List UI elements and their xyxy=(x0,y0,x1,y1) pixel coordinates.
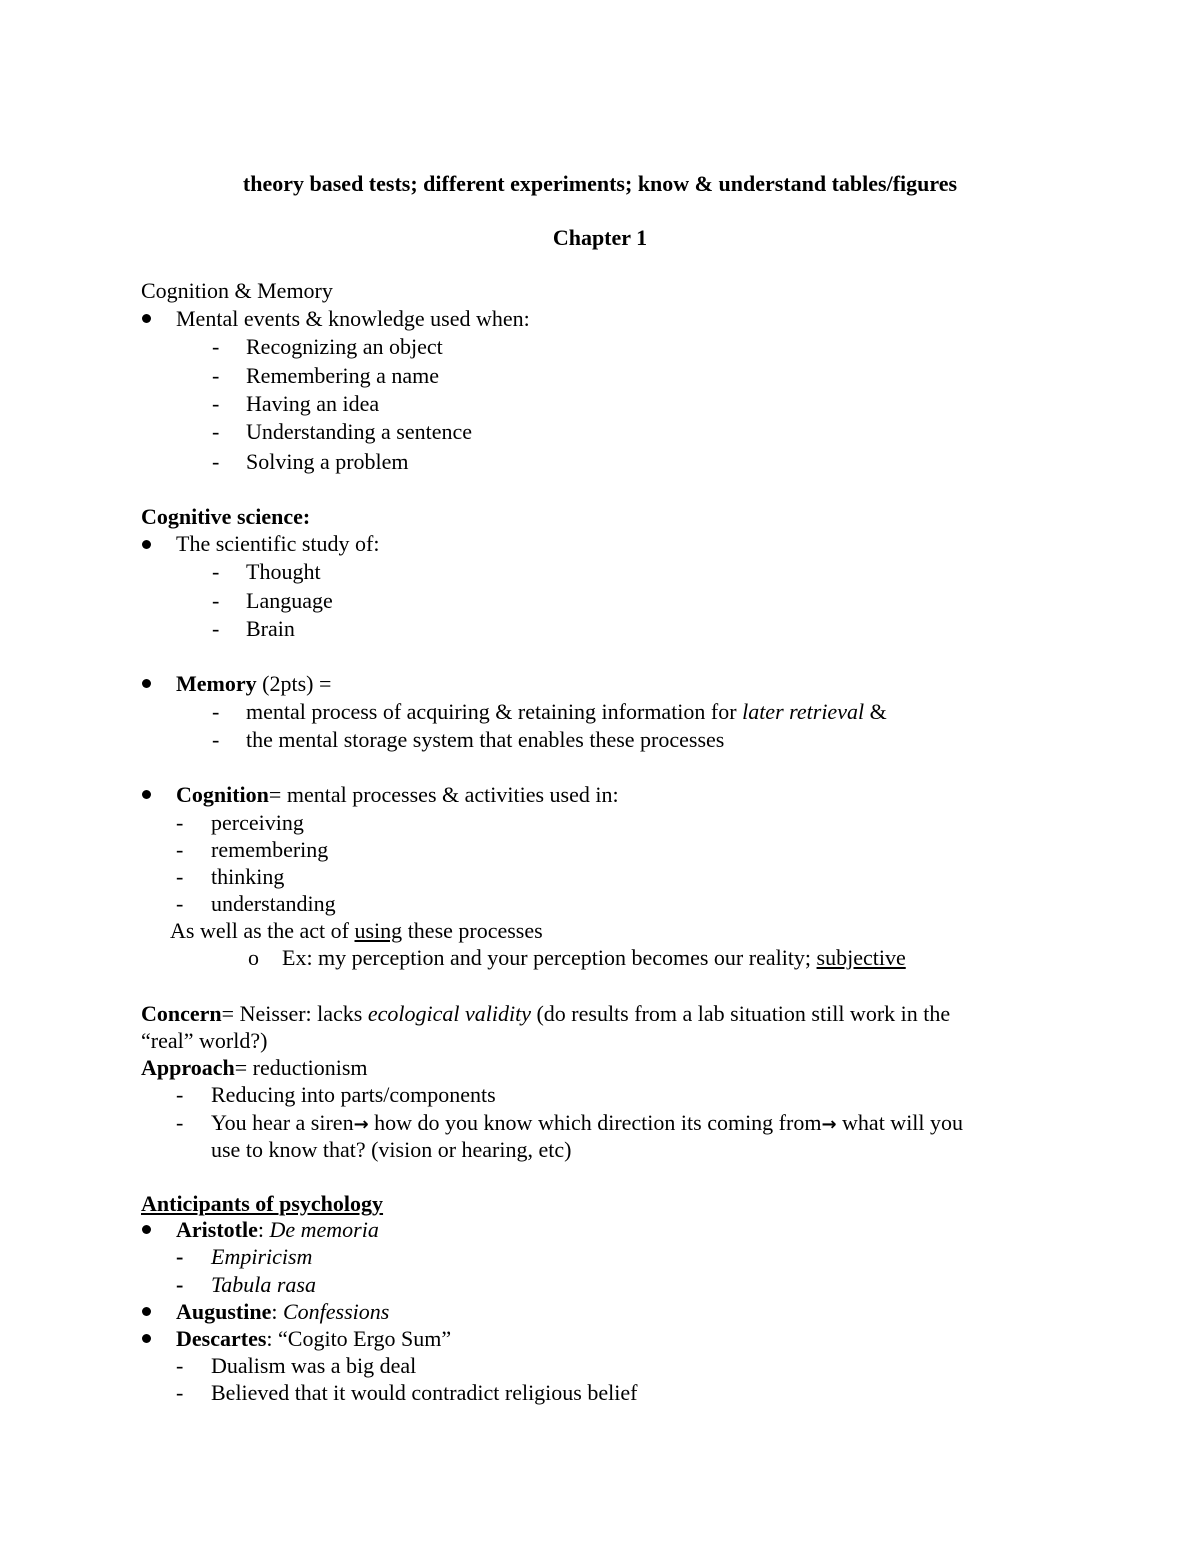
cognition-example-a: Ex: my perception and your perception becomes our reality; xyxy=(282,945,817,970)
list-item: Thought xyxy=(246,559,321,584)
concern-line xyxy=(141,1001,950,1027)
aristotle-sep: : xyxy=(257,1217,270,1242)
memory-item1-b: later retrieval xyxy=(742,699,865,724)
dash-icon: - xyxy=(212,391,220,416)
dash-icon: - xyxy=(176,1244,184,1269)
dash-icon: - xyxy=(212,616,220,641)
list-item: Recognizing an object xyxy=(246,334,443,359)
list-item: remembering xyxy=(211,837,329,862)
list-item: the mental storage system that enables these processes xyxy=(246,727,725,752)
cognition-note-b: using xyxy=(354,918,403,943)
concern-text-a: = Neisser: lacks xyxy=(221,1001,368,1026)
arrow-right-icon: → xyxy=(821,1114,837,1135)
list-item: thinking xyxy=(211,864,285,889)
list-item: Believed that it would contradict religious belief xyxy=(211,1380,638,1405)
descartes-rest: : “Cogito Ergo Sum” xyxy=(266,1326,452,1351)
concern-line-2: “real” world?) xyxy=(141,1028,268,1053)
memory-definition xyxy=(176,671,331,697)
approach-item2-a: You hear a siren xyxy=(211,1110,354,1135)
dash-icon: - xyxy=(176,891,184,916)
augustine-work: Confessions xyxy=(282,1299,390,1324)
list-item: Reducing into parts/components xyxy=(211,1082,496,1107)
list-item: Having an idea xyxy=(246,391,380,416)
list-item: Language xyxy=(246,588,333,613)
augustine-sep: : xyxy=(271,1299,283,1324)
list-item-continuation: use to know that? (vision or hearing, etc) xyxy=(211,1137,572,1162)
bullet-icon xyxy=(142,1225,151,1234)
approach-line xyxy=(141,1055,368,1081)
bullet-icon xyxy=(142,540,151,549)
list-item xyxy=(246,699,887,725)
approach-label: Approach xyxy=(141,1055,235,1080)
list-item: perceiving xyxy=(211,810,304,835)
dash-icon: - xyxy=(212,727,220,752)
cognition-memory-heading: Cognition & Memory xyxy=(141,278,333,303)
approach-text: = reductionism xyxy=(234,1055,368,1080)
dash-icon: - xyxy=(176,1272,184,1297)
page-subtitle: theory based tests; different experiments; know & understand tables/figures xyxy=(242,171,958,196)
dash-icon: - xyxy=(176,1082,184,1107)
memory-term: Memory xyxy=(176,671,257,696)
cognition-rest: = mental processes & activities used in: xyxy=(268,782,619,807)
augustine-name: Augustine xyxy=(176,1299,272,1324)
list-item: Brain xyxy=(246,616,295,641)
bullet-icon xyxy=(142,1334,151,1343)
cognitive-science-heading: Cognitive science: xyxy=(141,504,311,529)
concern-label: Concern xyxy=(141,1001,222,1026)
bullet-icon xyxy=(142,314,151,323)
bullet-icon xyxy=(142,790,151,799)
dash-icon: - xyxy=(212,588,220,613)
cognitive-science-bullet: The scientific study of: xyxy=(176,531,380,556)
dash-icon: - xyxy=(212,419,220,444)
memory-item1-c: & xyxy=(864,699,887,724)
memory-rest: (2pts) = xyxy=(256,671,332,696)
cognition-note-c: these processes xyxy=(402,918,543,943)
dash-icon: - xyxy=(212,334,220,359)
dash-icon: - xyxy=(176,1353,184,1378)
concern-text-b: ecological validity xyxy=(367,1001,531,1026)
descartes-name: Descartes xyxy=(176,1326,267,1351)
cognition-memory-bullet: Mental events & knowledge used when: xyxy=(176,306,530,331)
bullet-icon xyxy=(142,1307,151,1316)
descartes-line xyxy=(176,1326,451,1352)
dash-icon: - xyxy=(176,864,184,889)
bullet-icon xyxy=(142,679,151,688)
list-item: Remembering a name xyxy=(246,363,440,388)
circle-bullet-icon: o xyxy=(248,945,259,970)
memory-item1-a: mental process of acquiring & retaining information for xyxy=(246,699,743,724)
cognition-note-a: As well as the act of xyxy=(170,918,355,943)
dash-icon: - xyxy=(212,699,220,724)
list-item xyxy=(211,1110,963,1138)
dash-icon: - xyxy=(176,810,184,835)
augustine-line xyxy=(176,1299,389,1325)
approach-item2-c: what will you xyxy=(836,1110,964,1135)
aristotle-line xyxy=(176,1217,379,1243)
dash-icon: - xyxy=(176,1380,184,1405)
arrow-right-icon: → xyxy=(353,1114,369,1135)
list-item: Empiricism xyxy=(211,1244,313,1269)
aristotle-name: Aristotle xyxy=(176,1217,258,1242)
anticipants-heading: Anticipants of psychology xyxy=(141,1191,384,1216)
concern-text-c: (do results from a lab situation still work in the xyxy=(530,1001,951,1026)
cognition-definition xyxy=(176,782,619,808)
cognition-example xyxy=(282,945,906,971)
dash-icon: - xyxy=(212,449,220,474)
dash-icon: - xyxy=(212,363,220,388)
list-item: understanding xyxy=(211,891,336,916)
dash-icon: - xyxy=(212,559,220,584)
dash-icon: - xyxy=(176,837,184,862)
list-item: Solving a problem xyxy=(246,449,409,474)
chapter-title: Chapter 1 xyxy=(552,225,648,250)
cognition-note xyxy=(170,918,543,944)
list-item: Tabula rasa xyxy=(211,1272,316,1297)
list-item: Understanding a sentence xyxy=(246,419,473,444)
aristotle-work: De memoria xyxy=(269,1217,379,1242)
cognition-term: Cognition xyxy=(176,782,269,807)
cognition-example-b: subjective xyxy=(816,945,906,970)
dash-icon: - xyxy=(176,1110,184,1135)
list-item: Dualism was a big deal xyxy=(211,1353,417,1378)
approach-item2-b: how do you know which direction its coming from xyxy=(368,1110,822,1135)
